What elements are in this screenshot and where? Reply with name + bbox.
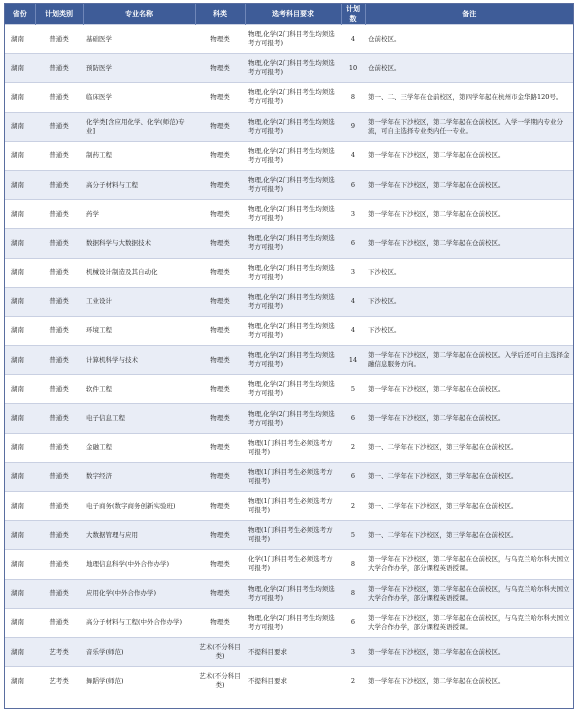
cell-province: 湖南 [5,608,35,637]
cell-plan-category: 普通类 [35,579,83,608]
cell-remarks: 第一、二学年在下沙校区，第三学年起在仓前校区。 [365,492,573,521]
table-row [5,404,573,433]
cell-plan-category: 普通类 [35,433,83,462]
cell-remarks: 第一学年在下沙校区，第二学年起在仓前校区，与乌克兰哈尔科夫国立大学合作办学，部分课程英语授课。 [365,550,573,579]
cell-province: 湖南 [5,170,35,199]
cell-major-name: 舞蹈学(师范) [83,667,195,696]
cell-province: 湖南 [5,433,35,462]
enrollment-plan-table [5,4,573,696]
table-row [5,25,573,54]
cell-subject-requirement: 物理,化学(2门科目考生均须选考方可报考) [245,346,341,375]
header-subject-type: 科类 [195,4,245,25]
cell-subject-requirement: 物理,化学(2门科目考生均须选考方可报考) [245,229,341,258]
cell-province: 湖南 [5,141,35,170]
table-row [5,83,573,112]
cell-major-name: 电子商务(数字商务创新实验班) [83,492,195,521]
cell-subject-requirement: 物理(1门科目考生必须选考方可报考) [245,433,341,462]
cell-plan-count: 4 [341,25,365,54]
cell-subject-requirement: 物理,化学(2门科目考生均须选考方可报考) [245,404,341,433]
cell-plan-count: 4 [341,141,365,170]
table-row [5,287,573,316]
cell-plan-category: 普通类 [35,346,83,375]
enrollment-plan-table-container [4,3,574,709]
cell-subject-type: 物理类 [195,608,245,637]
cell-remarks: 第一学年在下沙校区，第二学年起在仓前校区。入学后还可自主选择金融信息服务方向。 [365,346,573,375]
cell-plan-count: 6 [341,229,365,258]
cell-major-name: 制药工程 [83,141,195,170]
cell-subject-requirement: 不提科目要求 [245,637,341,666]
cell-province: 湖南 [5,112,35,141]
cell-plan-count: 3 [341,258,365,287]
cell-province: 湖南 [5,404,35,433]
cell-subject-type: 物理类 [195,287,245,316]
cell-subject-type: 艺术(不分科目类) [195,667,245,696]
cell-province: 湖南 [5,667,35,696]
cell-plan-count: 5 [341,375,365,404]
table-row [5,550,573,579]
cell-subject-requirement: 物理(1门科目考生必须选考方可报考) [245,462,341,491]
cell-plan-category: 艺考类 [35,667,83,696]
cell-remarks: 仓前校区。 [365,25,573,54]
cell-province: 湖南 [5,229,35,258]
cell-province: 湖南 [5,492,35,521]
cell-subject-requirement: 物理(1门科目考生必须选考方可报考) [245,521,341,550]
table-header [5,4,573,25]
cell-province: 湖南 [5,521,35,550]
cell-major-name: 药学 [83,200,195,229]
header-plan-count: 计划数 [341,4,365,25]
cell-plan-count: 8 [341,579,365,608]
table-row [5,433,573,462]
cell-subject-requirement: 化学(1门科目考生必须选考方可报考) [245,550,341,579]
cell-subject-type: 物理类 [195,83,245,112]
cell-plan-count: 14 [341,346,365,375]
cell-plan-category: 普通类 [35,608,83,637]
cell-plan-category: 普通类 [35,375,83,404]
cell-subject-requirement: 物理,化学(2门科目考生均须选考方可报考) [245,258,341,287]
table-body [5,25,573,696]
cell-remarks: 第一学年在下沙校区，第二学年起在仓前校区，与乌克兰哈尔科夫国立大学合作办学，部分课程英语授课。 [365,608,573,637]
cell-remarks: 第一学年在下沙校区，第二学年起在仓前校区。 [365,200,573,229]
cell-subject-type: 物理类 [195,200,245,229]
cell-subject-type: 物理类 [195,492,245,521]
cell-subject-type: 物理类 [195,579,245,608]
cell-remarks: 第一、二学年在下沙校区，第三学年起在仓前校区。 [365,433,573,462]
cell-plan-category: 普通类 [35,550,83,579]
cell-subject-type: 物理类 [195,54,245,83]
table-row [5,608,573,637]
table-row [5,316,573,345]
cell-subject-type: 艺术(不分科目类) [195,637,245,666]
cell-plan-category: 普通类 [35,141,83,170]
cell-remarks: 第一学年在下沙校区，第二学年起在仓前校区。 [365,141,573,170]
cell-subject-requirement: 物理,化学(2门科目考生均须选考方可报考) [245,83,341,112]
cell-plan-count: 9 [341,112,365,141]
cell-subject-type: 物理类 [195,433,245,462]
cell-subject-type: 物理类 [195,141,245,170]
cell-remarks: 第一学年在下沙校区，第二学年起在仓前校区。 [365,229,573,258]
cell-subject-type: 物理类 [195,25,245,54]
cell-major-name: 工业设计 [83,287,195,316]
cell-major-name: 金融工程 [83,433,195,462]
cell-major-name: 化学类[含应用化学、化学(师范)专业] [83,112,195,141]
table-row [5,258,573,287]
header-province: 省份 [5,4,35,25]
cell-subject-type: 物理类 [195,462,245,491]
cell-plan-category: 普通类 [35,492,83,521]
cell-plan-count: 10 [341,54,365,83]
table-row [5,229,573,258]
cell-province: 湖南 [5,25,35,54]
cell-plan-category: 普通类 [35,521,83,550]
cell-subject-requirement: 物理(1门科目考生必须选考方可报考) [245,492,341,521]
table-row [5,667,573,696]
cell-major-name: 应用化学(中外合作办学) [83,579,195,608]
table-row [5,170,573,199]
cell-province: 湖南 [5,287,35,316]
cell-subject-type: 物理类 [195,375,245,404]
cell-province: 湖南 [5,258,35,287]
cell-province: 湖南 [5,462,35,491]
cell-province: 湖南 [5,316,35,345]
cell-subject-type: 物理类 [195,346,245,375]
cell-subject-requirement: 物理,化学(2门科目考生均须选考方可报考) [245,579,341,608]
header-row [5,4,573,25]
cell-major-name: 数据科学与大数据技术 [83,229,195,258]
cell-major-name: 临床医学 [83,83,195,112]
header-remarks: 备注 [365,4,573,25]
table-row [5,462,573,491]
cell-remarks: 第一学年在下沙校区，第二学年起在仓前校区。 [365,404,573,433]
cell-subject-requirement: 物理,化学(2门科目考生均须选考方可报考) [245,170,341,199]
table-row [5,346,573,375]
cell-subject-type: 物理类 [195,229,245,258]
cell-subject-requirement: 物理,化学(2门科目考生均须选考方可报考) [245,287,341,316]
cell-subject-requirement: 物理,化学(2门科目考生均须选考方可报考) [245,54,341,83]
cell-subject-type: 物理类 [195,112,245,141]
cell-plan-count: 6 [341,170,365,199]
cell-subject-type: 物理类 [195,258,245,287]
cell-subject-requirement: 物理,化学(2门科目考生均须选考方可报考) [245,316,341,345]
cell-major-name: 环境工程 [83,316,195,345]
cell-plan-category: 普通类 [35,25,83,54]
cell-remarks: 第一、二学年在下沙校区，第三学年起在仓前校区。 [365,521,573,550]
cell-remarks: 第一学年在下沙校区，第二学年起在仓前校区。 [365,637,573,666]
cell-subject-requirement: 物理,化学(2门科目考生均须选考方可报考) [245,25,341,54]
cell-major-name: 大数据管理与应用 [83,521,195,550]
cell-plan-category: 普通类 [35,258,83,287]
cell-remarks: 第一学年在下沙校区，第二学年起在仓前校区。 [365,375,573,404]
cell-province: 湖南 [5,54,35,83]
cell-remarks: 仓前校区。 [365,54,573,83]
cell-major-name: 电子信息工程 [83,404,195,433]
table-row [5,521,573,550]
cell-remarks: 下沙校区。 [365,287,573,316]
cell-subject-type: 物理类 [195,170,245,199]
cell-remarks: 第一学年在下沙校区，第二学年起在仓前校区。入学一学期内专业分流，可自主选择专业类内任一专业。 [365,112,573,141]
cell-plan-category: 普通类 [35,287,83,316]
cell-major-name: 数字经济 [83,462,195,491]
cell-plan-count: 2 [341,667,365,696]
cell-plan-count: 4 [341,316,365,345]
cell-plan-count: 3 [341,200,365,229]
cell-province: 湖南 [5,83,35,112]
cell-remarks: 第一学年在下沙校区，第二学年起在仓前校区，与乌克兰哈尔科夫国立大学合作办学，部分课程英语授课。 [365,579,573,608]
table-row [5,112,573,141]
cell-subject-type: 物理类 [195,550,245,579]
cell-plan-category: 普通类 [35,83,83,112]
cell-major-name: 高分子材料与工程 [83,170,195,199]
cell-subject-requirement: 不提科目要求 [245,667,341,696]
cell-major-name: 基础医学 [83,25,195,54]
cell-province: 湖南 [5,550,35,579]
cell-plan-count: 2 [341,433,365,462]
cell-remarks: 第一、二、三学年在仓前校区，第四学年起在杭州市金华路120号。 [365,83,573,112]
cell-plan-count: 3 [341,637,365,666]
cell-subject-type: 物理类 [195,521,245,550]
cell-province: 湖南 [5,637,35,666]
table-row [5,637,573,666]
table-row [5,492,573,521]
cell-province: 湖南 [5,579,35,608]
cell-major-name: 计算机科学与技术 [83,346,195,375]
cell-subject-requirement: 物理,化学(2门科目考生均须选考方可报考) [245,608,341,637]
cell-province: 湖南 [5,200,35,229]
cell-plan-count: 8 [341,83,365,112]
cell-plan-category: 普通类 [35,316,83,345]
header-subject-requirement: 选考科目要求 [245,4,341,25]
table-row [5,375,573,404]
cell-major-name: 机械设计制造及其自动化 [83,258,195,287]
cell-subject-type: 物理类 [195,404,245,433]
cell-plan-category: 普通类 [35,170,83,199]
cell-plan-category: 普通类 [35,404,83,433]
cell-plan-category: 普通类 [35,462,83,491]
cell-plan-count: 6 [341,404,365,433]
cell-remarks: 下沙校区。 [365,258,573,287]
table-row [5,54,573,83]
cell-remarks: 下沙校区。 [365,316,573,345]
cell-plan-count: 2 [341,492,365,521]
cell-plan-category: 普通类 [35,229,83,258]
cell-subject-requirement: 物理,化学(2门科目考生均须选考方可报考) [245,375,341,404]
table-row [5,200,573,229]
header-major-name: 专业名称 [83,4,195,25]
cell-subject-requirement: 物理,化学(2门科目考生均须选考方可报考) [245,200,341,229]
cell-subject-type: 物理类 [195,316,245,345]
cell-province: 湖南 [5,346,35,375]
cell-major-name: 音乐学(师范) [83,637,195,666]
cell-plan-count: 5 [341,521,365,550]
cell-plan-category: 艺考类 [35,637,83,666]
cell-province: 湖南 [5,375,35,404]
cell-subject-requirement: 物理,化学(2门科目考生均须选考方可报考) [245,141,341,170]
cell-remarks: 第一学年在下沙校区，第二学年起在仓前校区。 [365,170,573,199]
cell-major-name: 预防医学 [83,54,195,83]
cell-subject-requirement: 物理,化学(2门科目考生均须选考方可报考) [245,112,341,141]
cell-plan-count: 6 [341,608,365,637]
cell-plan-count: 8 [341,550,365,579]
table-row [5,141,573,170]
cell-remarks: 第一、二学年在下沙校区，第三学年起在仓前校区。 [365,462,573,491]
cell-major-name: 高分子材料与工程(中外合作办学) [83,608,195,637]
cell-plan-count: 4 [341,287,365,316]
cell-plan-category: 普通类 [35,112,83,141]
cell-major-name: 地理信息科学(中外合作办学) [83,550,195,579]
cell-plan-count: 6 [341,462,365,491]
cell-plan-category: 普通类 [35,54,83,83]
cell-remarks: 第一学年在下沙校区，第二学年起在仓前校区。 [365,667,573,696]
header-plan-category: 计划类别 [35,4,83,25]
cell-major-name: 软件工程 [83,375,195,404]
table-row [5,579,573,608]
cell-plan-category: 普通类 [35,200,83,229]
